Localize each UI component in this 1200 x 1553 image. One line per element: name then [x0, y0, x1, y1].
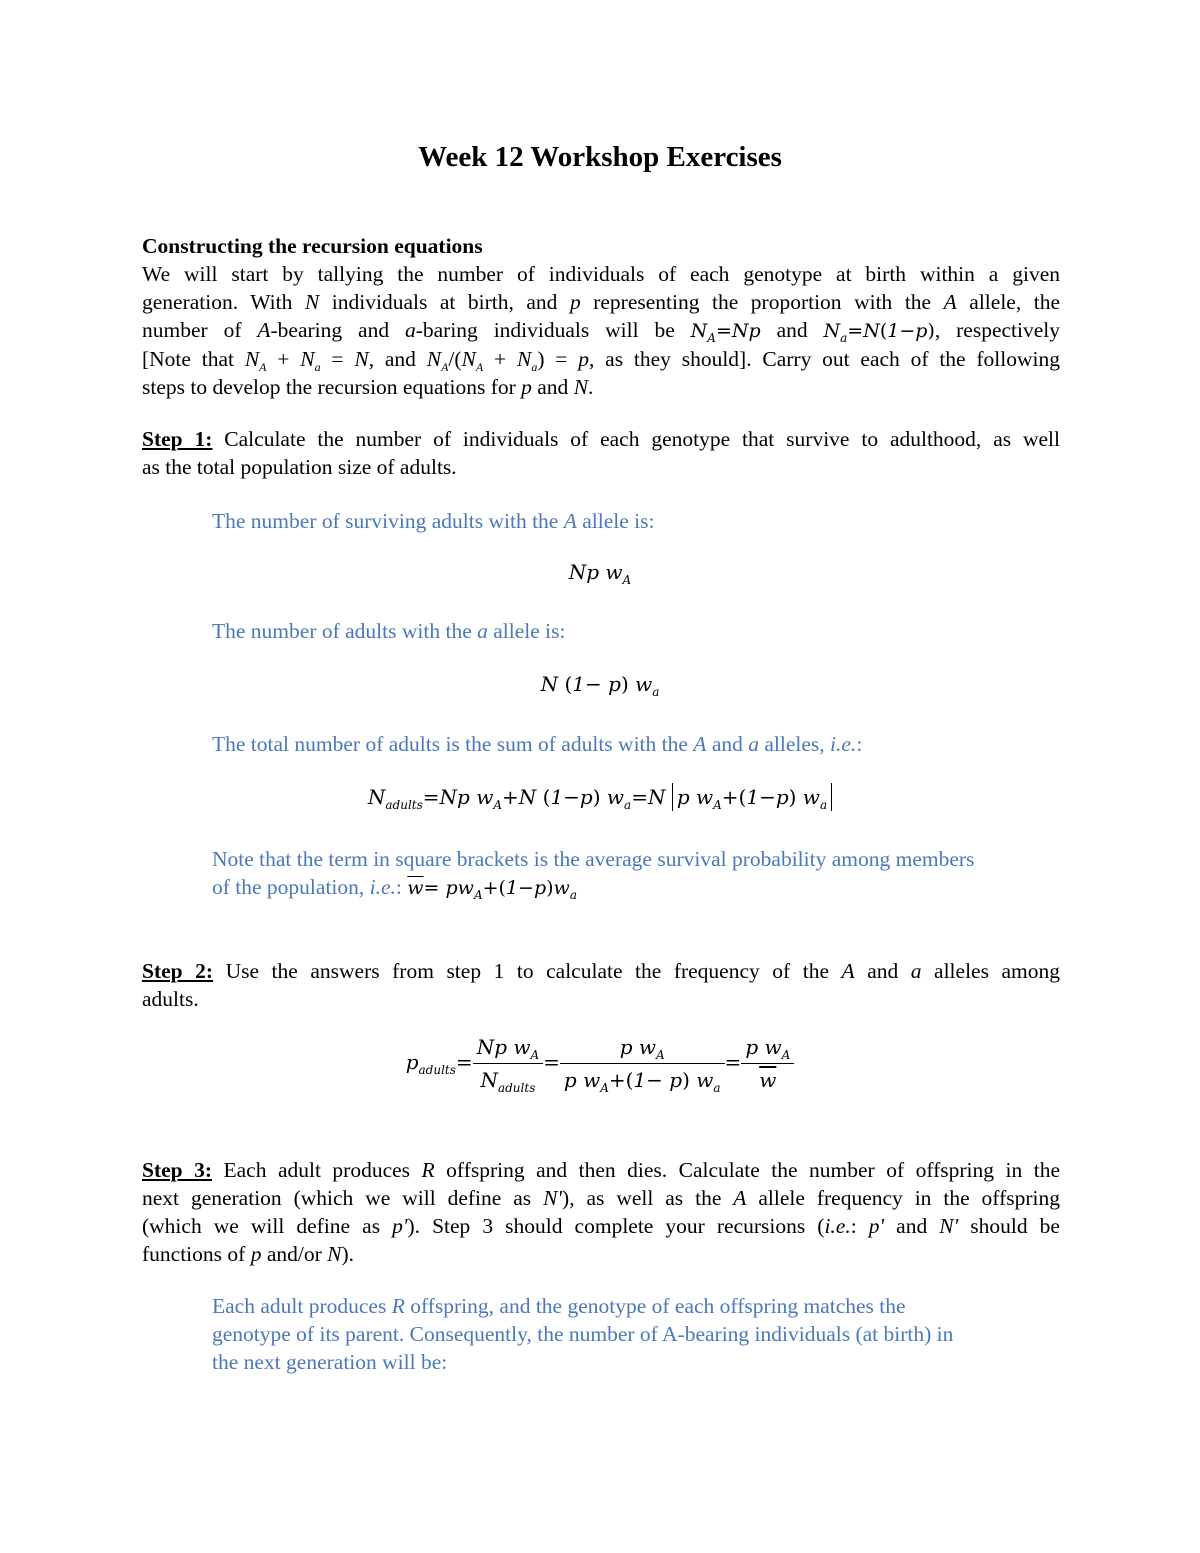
- intro-line-3: number of A-bearing and a-baring individuals will be $N_A=Np$ and $N_a=N(1-p)$, respectively: [142, 318, 1060, 345]
- section-heading: Constructing the recursion equations: [142, 234, 483, 258]
- step1-label: Step 1:: [142, 427, 213, 451]
- intro-line-4: [Note that $N_A + N_a = N$, and $N_A/(N_A + N_a) = p$, as they should]. Carry out each of the following: [142, 347, 1060, 374]
- equation-surviving-A: Np $w_A$: [568, 560, 632, 587]
- step1-prompt: Step 1: Calculate the number of individuals of each genotype that survive to adulthood, as well as the total population size of adults.: [142, 427, 1061, 479]
- step2-prompt: Step 2: Use the answers from step 1 to calculate the frequency of the A and a alleles among adults.: [142, 959, 1060, 1011]
- equation-p-adults: $p_{adults}=$ $\frac{Np w_A}{N_{adults}}$ = $\frac{p w_A}{p w_A+(1- p) w_a}$ = $\frac{p w_A}{w}$: [0, 1035, 1200, 1092]
- step3-label: Step 3:: [142, 1158, 213, 1182]
- intro-line-1: We will start by tallying the number of individuals of each genotype at birth within a given: [142, 262, 1060, 286]
- step1-note: Note that the term in square brackets is the average survival probability among members of the population, i.e.: $\overline{w}= pw_A+(1-p)w_a$: [212, 847, 975, 902]
- step3-answer: Each adult produces R offspring, and the genotype of each offspring matches the genotype of its parent. Consequently, the number of A-bearing individuals (at birth) in the next generation will be:: [212, 1294, 954, 1374]
- step3-prompt: Step 3: Each adult produces R offspring and then dies. Calculate the number of offspring in the next generation (which we will define as N'), as well as the A allele frequency in the offspring (which we will define as p'). Step 3 should complete your recursions (i.e.: p' and N' should be functions of p and/or N).: [142, 1158, 1060, 1266]
- equation-total-adults: $N_{adults}=Np$ $w_A+N$ (1−p) $w_a=N$ p $w_A+(1-p)$ $w_a$: [0, 783, 1200, 811]
- equation-surviving-a: N (1− p) $w_a$: [540, 672, 660, 699]
- intro-line-5: steps to develop the recursion equations for p and N.: [142, 375, 594, 399]
- intro-line-2: generation. With N individuals at birth, and p representing the proportion with the A allele, the: [142, 290, 1060, 314]
- step1-answer-3: The total number of adults is the sum of adults with the A and a alleles, i.e.:: [212, 732, 863, 756]
- step1-answer-1: The number of surviving adults with the A allele is:: [212, 509, 655, 533]
- step1-answer-2: The number of adults with the a allele is:: [212, 619, 566, 643]
- page-title: Week 12 Workshop Exercises: [418, 141, 782, 173]
- intro-paragraph: [142, 232, 1060, 401]
- step2-label: Step 2:: [142, 959, 214, 983]
